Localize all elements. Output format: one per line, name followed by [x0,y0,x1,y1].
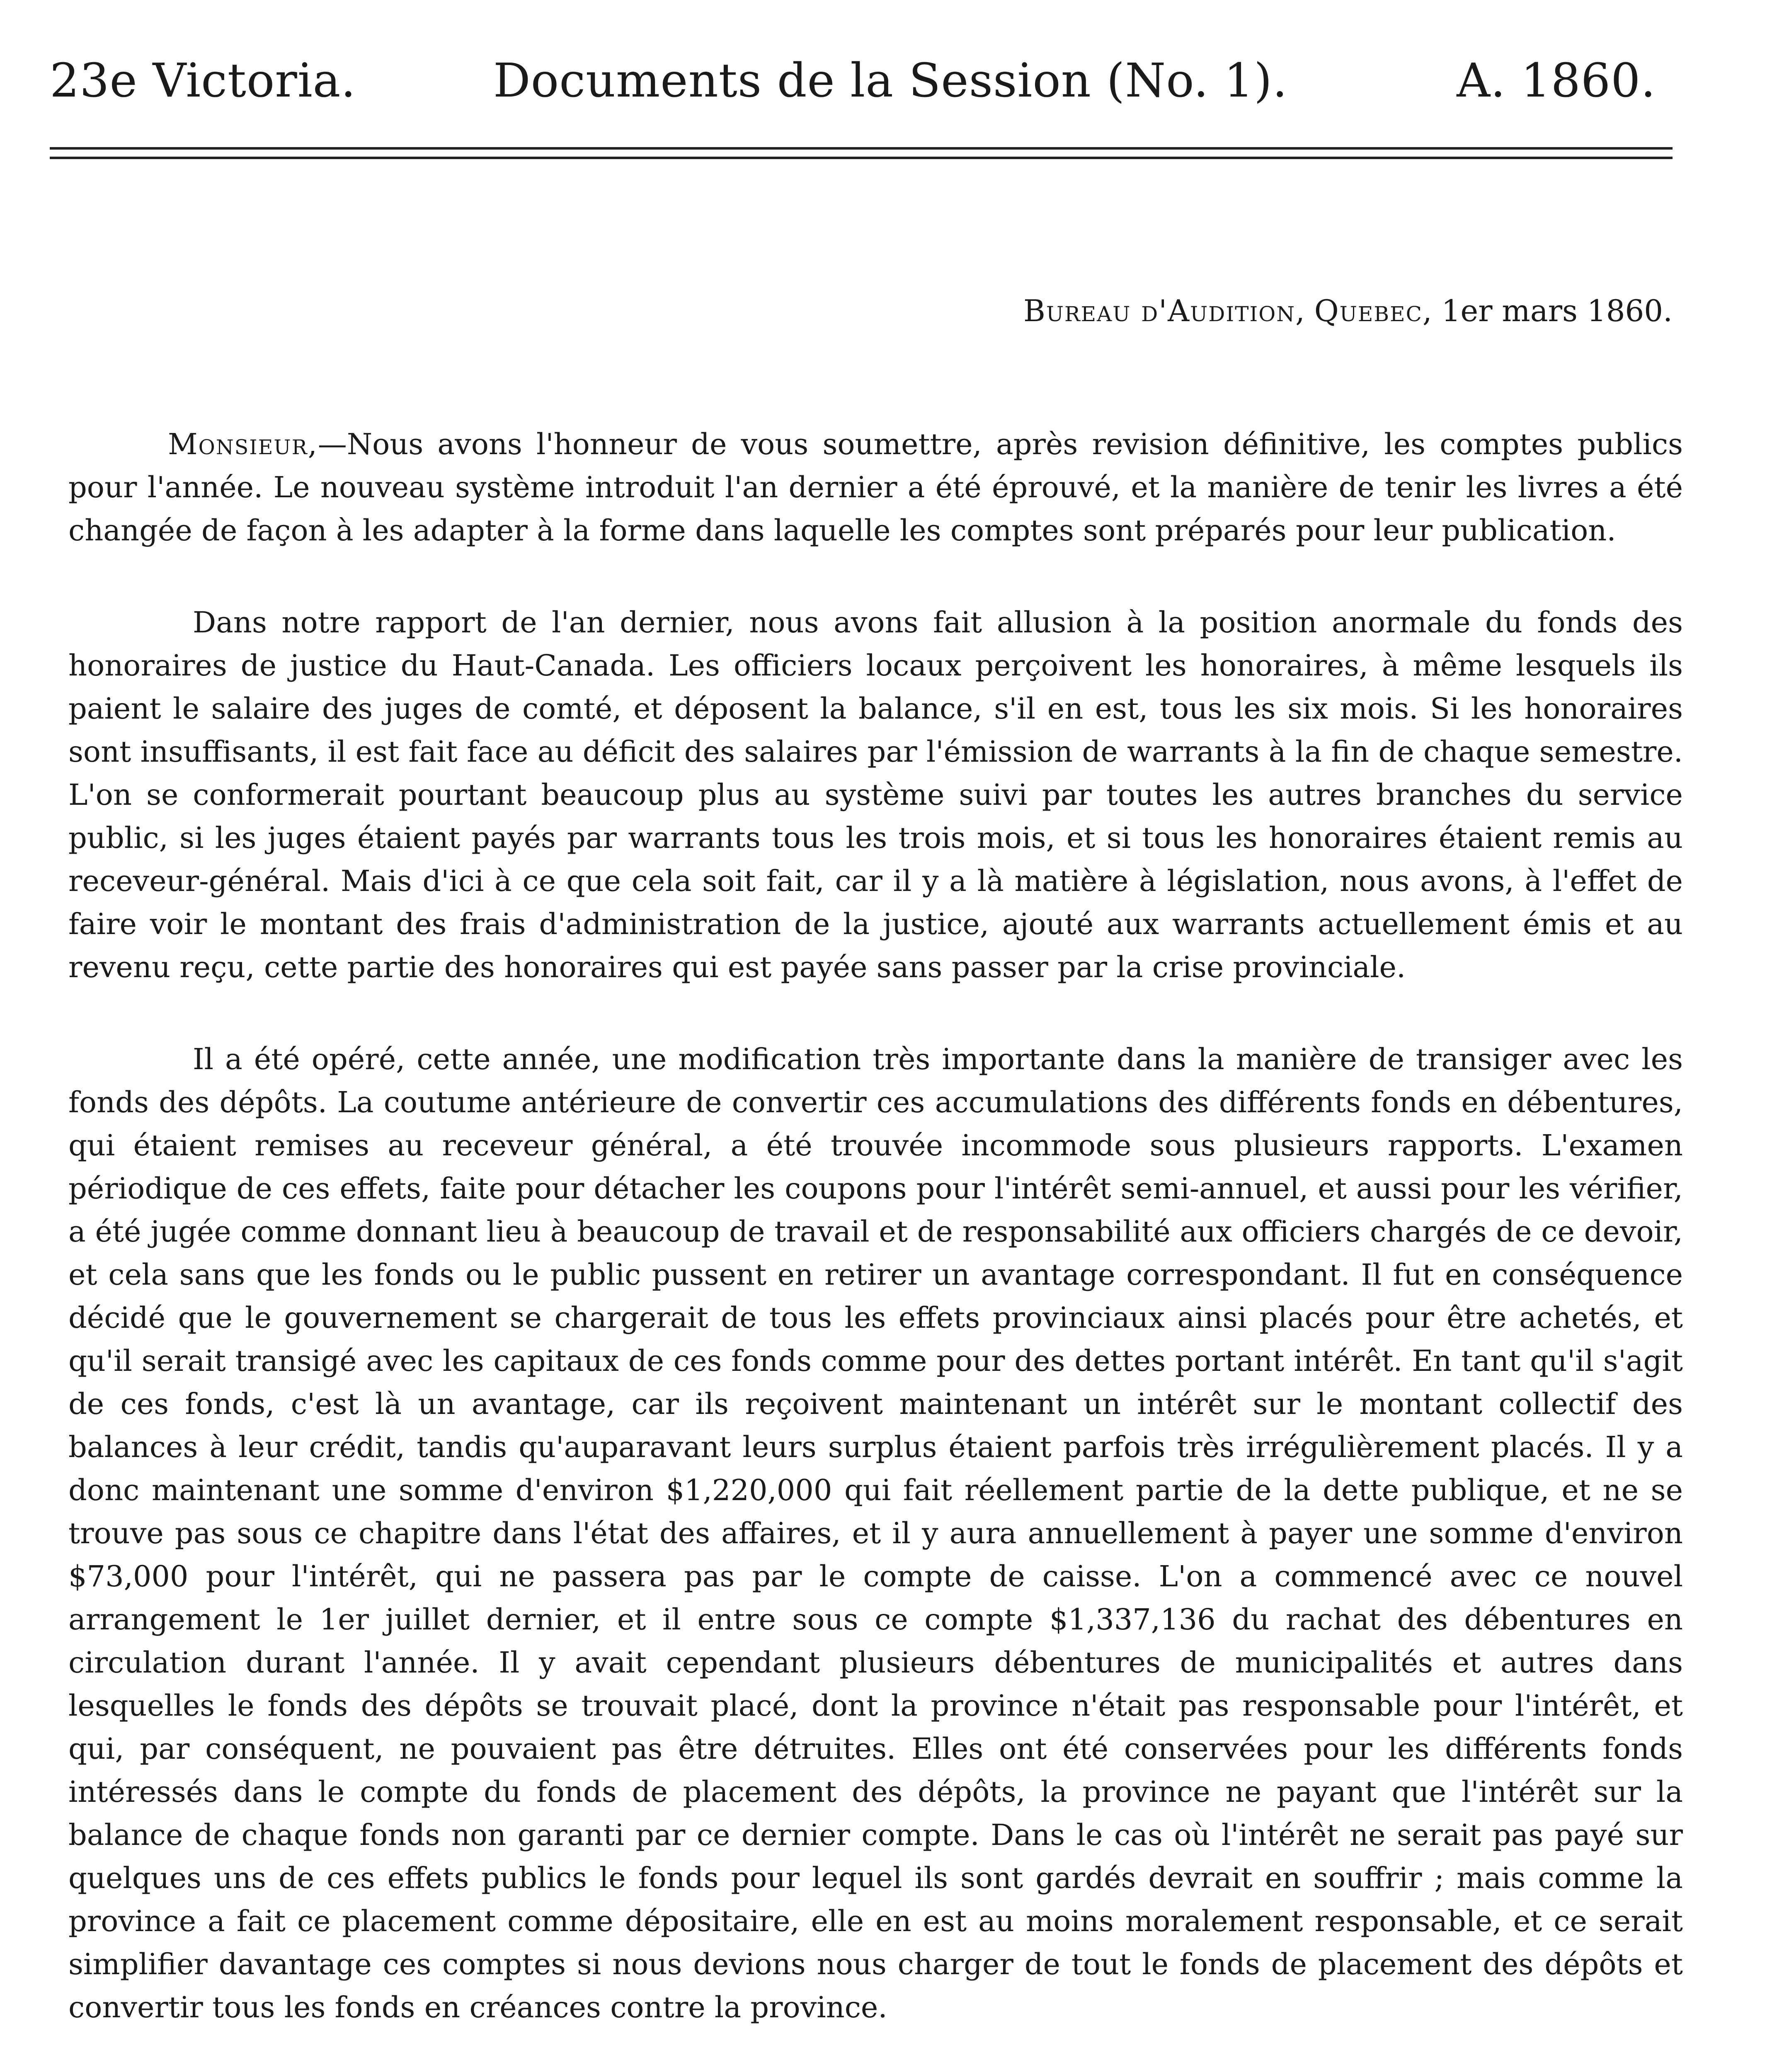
letter-body [68,423,1683,2072]
dateline [1023,290,1673,332]
dateline-separator: , [1295,293,1314,328]
running-header [50,50,1673,112]
dateline-place: Quebec [1314,293,1423,328]
dateline-date: 1er mars 1860. [1441,293,1673,328]
paragraph-1 [68,423,1683,552]
paragraph-2: Dans notre rapport de l'an dernier, nous avons fait allusion à la position anormale du fonds des honoraires de justice du Haut-Canada. Les officiers locaux perçoivent les honoraires, à même lesquels ils paient le salaire des juges de comté, et déposent la balance, s'il en est, tous les six mois. Si les honoraires sont insuffisants, il est fait face au déficit des salaires par l'émission de warrants à la fin de chaque semestre. L'on se conformerait pourtant beaucoup plus au système suivi par toutes les autres branches du service public, si les juges étaient payés par warrants tous les trois mois, et si tous les honoraires étaient remis au receveur-général. Mais d'ici à ce que cela soit fait, car il y a là matière à législation, nous avons, à l'effet de faire voir le montant des frais d'administration de la justice, ajouté aux warrants actuellement émis et au revenu reçu, cette partie des honoraires qui est payée sans passer par la crise provinciale. [68,605,1683,984]
header-rule-bottom [50,157,1673,159]
paragraph-3: Il a été opéré, cette année, une modification très importante dans la manière de transiger avec les fonds des dépôts. La coutume antérieure de convertir ces accumulations des différents fonds en débentures, qui étaient remises au receveur général, a été trouvée incommode sous plusieurs rapports. L'examen périodique de ces effets, faite pour détacher les coupons pour l'intérêt semi-annuel, et aussi pour les vérifier, a été jugée comme donnant lieu à beaucoup de travail et de responsabilité aux officiers chargés de ce devoir, et cela sans que les fonds ou le public pussent en retirer un avantage correspondant. Il fut en conséquence décidé que le gouvernement se chargerait de tous les effets provinciaux ainsi placés pour être achetés, et qu'il serait transigé avec les capitaux de ces fonds comme pour des dettes portant intérêt. En tant qu'il s'agit de ces fonds, c'est là un avantage, car ils reçoivent maintenant un intérêt sur le montant collectif des balances à leur crédit, tandis qu'auparavant leurs surplus étaient parfois très irrégulièrement placés. Il y a donc maintenant une somme d'environ $1,220,000 qui fait réellement partie de la dette publique, et ne se trouve pas sous ce chapitre dans l'état des affaires, et il y aura annuellement à payer une somme d'environ $73,000 pour l'intérêt, qui ne passera pas par le compte de caisse. L'on a commencé avec ce nouvel arrangement le 1er juillet dernier, et il entre sous ce compte $1,337,136 du rachat des débentures en circulation durant l'année. Il y avait cependant plusieurs débentures de municipalités et autres dans lesquelles le fonds des dépôts se trouvait placé, dont la province n'était pas responsable pour l'intérêt, et qui, par conséquent, ne pouvaient pas être détruites. Elles ont été conservées pour les différents fonds intéressés dans le compte du fonds de placement des dépôts, la province ne payant que l'intérêt sur la balance de chaque fonds non garanti par ce dernier compte. Dans le cas où l'intérêt ne serait pas payé sur quelques uns de ces effets publics le fonds pour lequel ils sont gardés devrait en souffrir ; mais comme la province a fait ce placement comme dépositaire, elle en est au moins moralement responsable, et ce serait simplifier davantage ces comptes si nous devions nous charger de tout le fonds de placement des dépôts et convertir tous les fonds en créances contre la province. [68,1042,1683,2024]
salutation: Monsieur, [168,427,318,461]
paragraph-1-text: —Nous avons l'honneur de vous soumettre, après revision définitive, les comptes publics pour l'année. Le nouveau système introduit l'an dernier a été éprouvé, et la manière de tenir les livres a été changée de façon à les adapter à la forme dans laquelle les comptes sont préparés pour leur publication. [68,427,1683,547]
header-title: Documents de la Session (No. 1). [493,54,1288,108]
header-rule-top [50,147,1673,150]
header-regnal-year: 23e Victoria. [50,54,356,108]
dateline-separator: , [1422,293,1442,328]
dateline-office: Bureau d'Audition [1023,293,1295,328]
header-year: A. 1860. [1457,54,1656,108]
